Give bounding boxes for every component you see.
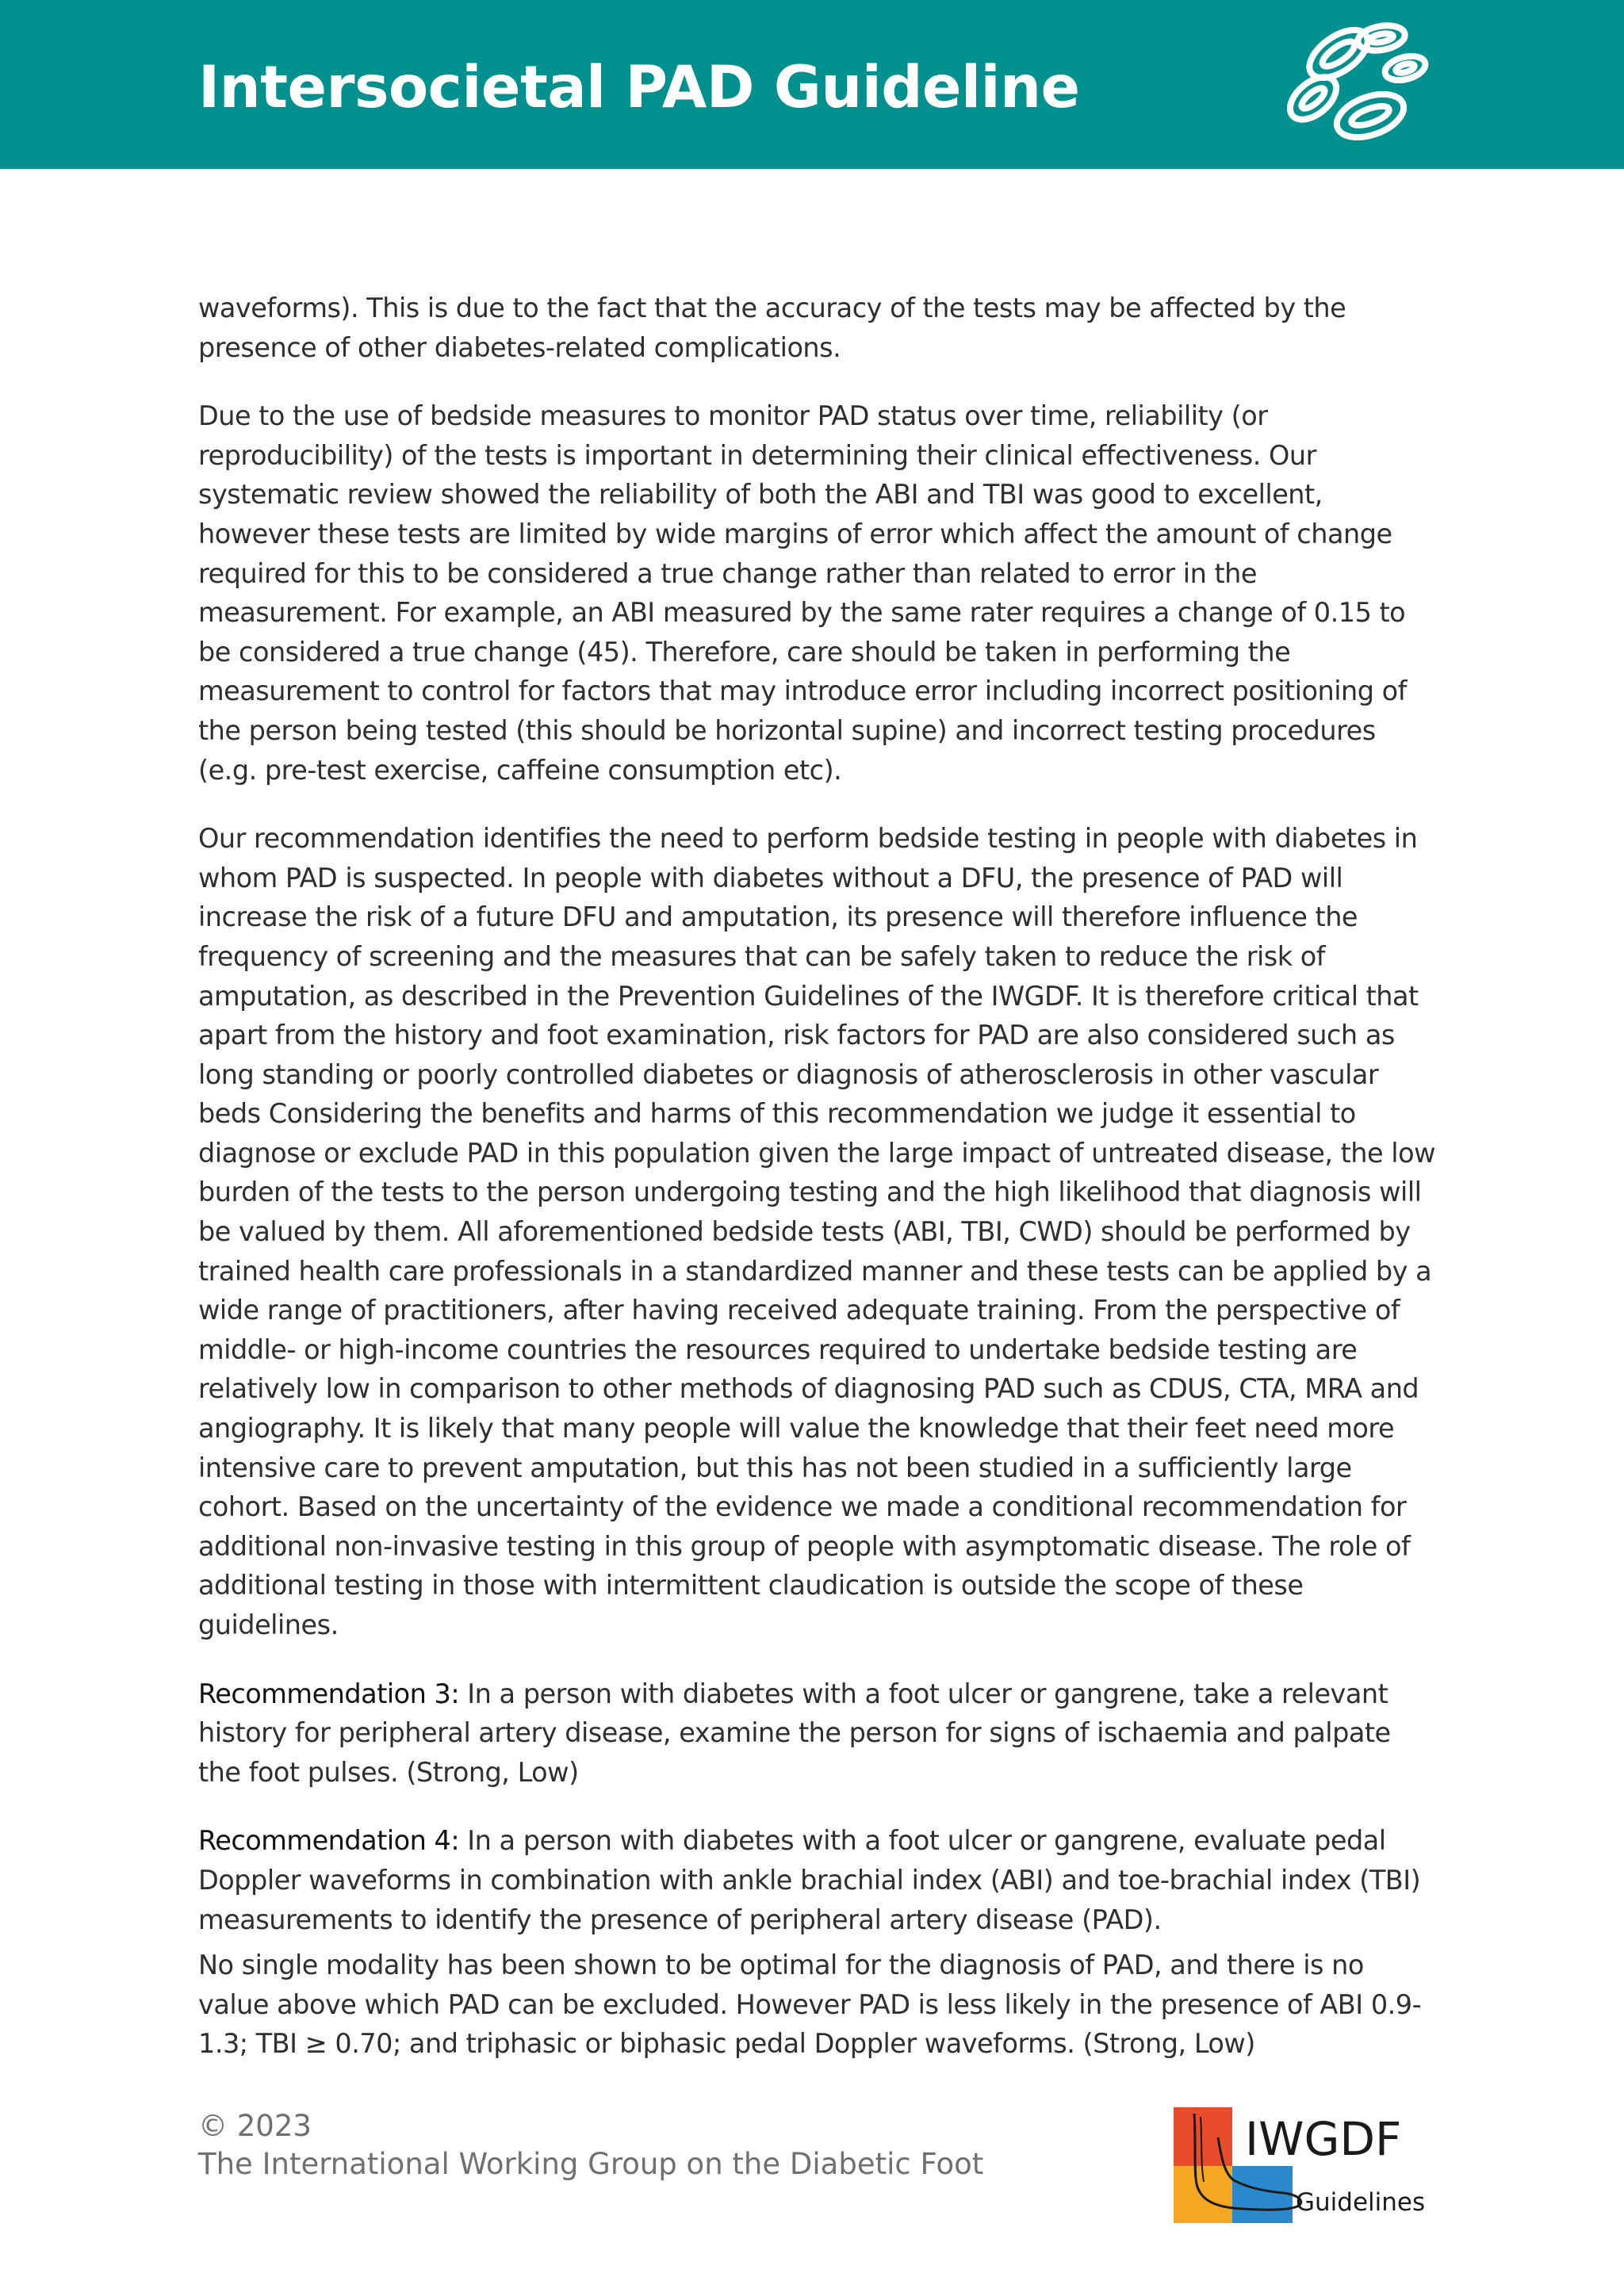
page-footer bbox=[198, 2107, 983, 2183]
recommendation-4 bbox=[198, 1821, 1435, 1939]
iwgdf-logo bbox=[1172, 2106, 1442, 2225]
recommendation-4-text: In a person with diabetes with a foot ulcer or gangrene, evaluate pedal Doppler waveforms in combination with ankle brachial index (ABI) and toe-brachial index (TBI) measurements to identify the presence of peripheral artery disease (PAD). bbox=[198, 1825, 1421, 1935]
copyright: © 2023 bbox=[198, 2109, 312, 2143]
recommendation-4-continuation: No single modality has been shown to be optimal for the diagnosis of PAD, and there is no value above which PAD can be excluded. However PAD is less likely in the presence of ABI 0.9-1.3; TBI ≥ 0.70; and triphasic or biphasic pedal Doppler waveforms. (Strong, Low) bbox=[198, 1950, 1422, 2060]
paragraph-intro: waveforms). This is due to the fact that the accuracy of the tests may be affected by the presence of other diabetes-related complications. bbox=[198, 293, 1346, 363]
paragraph-recommendation-rationale: Our recommendation identifies the need to perform bedside testing in people with diabetes in whom PAD is suspected. In people with diabetes without a DFU, the presence of PAD will increase the risk of a future DFU and amputation, its presence will therefore influence the frequency of screening and the measures that can be safely taken to reduce the risk of amputation, as described in the Prevention Guidelines of the IWGDF. It is therefore critical that apart from the history and foot examination, risk factors for PAD are also considered such as long standing or poorly controlled diabetes or diagnosis of atherosclerosis in other vascular beds Considering the benefits and harms of this recommendation we judge it essential to diagnose or exclude PAD in this population given the large impact of untreated disease, the low burden of the tests to the person undergoing testing and the high likelihood that diagnosis will be valued by them. All aforementioned bedside tests (ABI, TBI, CWD) should be performed by trained health care professionals in a standardized manner and these tests can be applied by a wide range of practitioners, after having received adequate training. From the perspective of middle- or high-income countries the resources required to undertake bedside testing are relatively low in comparison to other methods of diagnosing PAD such as CDUS, CTA, MRA and angiography. It is likely that many people will value the knowledge that their feet need more intensive care to prevent amputation, but this has not been studied in a sufficiently large cohort. Based on the uncertainty of the evidence we made a conditional recommendation for additional non-invasive testing in this group of people with asymptomatic disease. The role of additional testing in those with intermittent claudication is outside the scope of these guidelines. bbox=[198, 823, 1435, 1640]
paragraph-reliability: Due to the use of bedside measures to monitor PAD status over time, reliability (or reproducibility) of the tests is important in determining their clinical effectiveness. Our systematic review showed the reliability of both the ABI and TBI was good to excellent, however these tests are limited by wide margins of error which affect the amount of change required for this to be considered a true change rather than related to error in the measurement. For example, an ABI measured by the same rater requires a change of 0.15 to be considered a true change (45). Therefore, care should be taken in performing the measurement to control for factors that may introduce error including incorrect positioning of the person being tested (this should be horizontal supine) and incorrect testing procedures (e.g. pre-test exercise, caffeine consumption etc). bbox=[198, 400, 1407, 786]
page-header bbox=[0, 0, 1624, 169]
page-title: Intersocietal PAD Guideline bbox=[198, 54, 1080, 121]
recommendation-3-label: Recommendation 3: bbox=[198, 1678, 460, 1709]
organization-name: The International Working Group on the Diabetic Foot bbox=[198, 2147, 984, 2181]
iwgdf-logo-subtitle: Guidelines bbox=[1296, 2188, 1426, 2217]
recommendation-3-text: In a person with diabetes with a foot ulcer or gangrene, take a relevant history for peripheral artery disease, examine the person for signs of ischaemia and palpate the foot pulses. (Strong, Low) bbox=[198, 1678, 1391, 1788]
body-content bbox=[198, 289, 1435, 2093]
blood-cells-icon bbox=[1272, 21, 1431, 147]
recommendation-4-label: Recommendation 4: bbox=[198, 1825, 460, 1857]
iwgdf-logo-name: IWGDF bbox=[1245, 2112, 1402, 2166]
recommendation-3 bbox=[198, 1674, 1435, 1793]
